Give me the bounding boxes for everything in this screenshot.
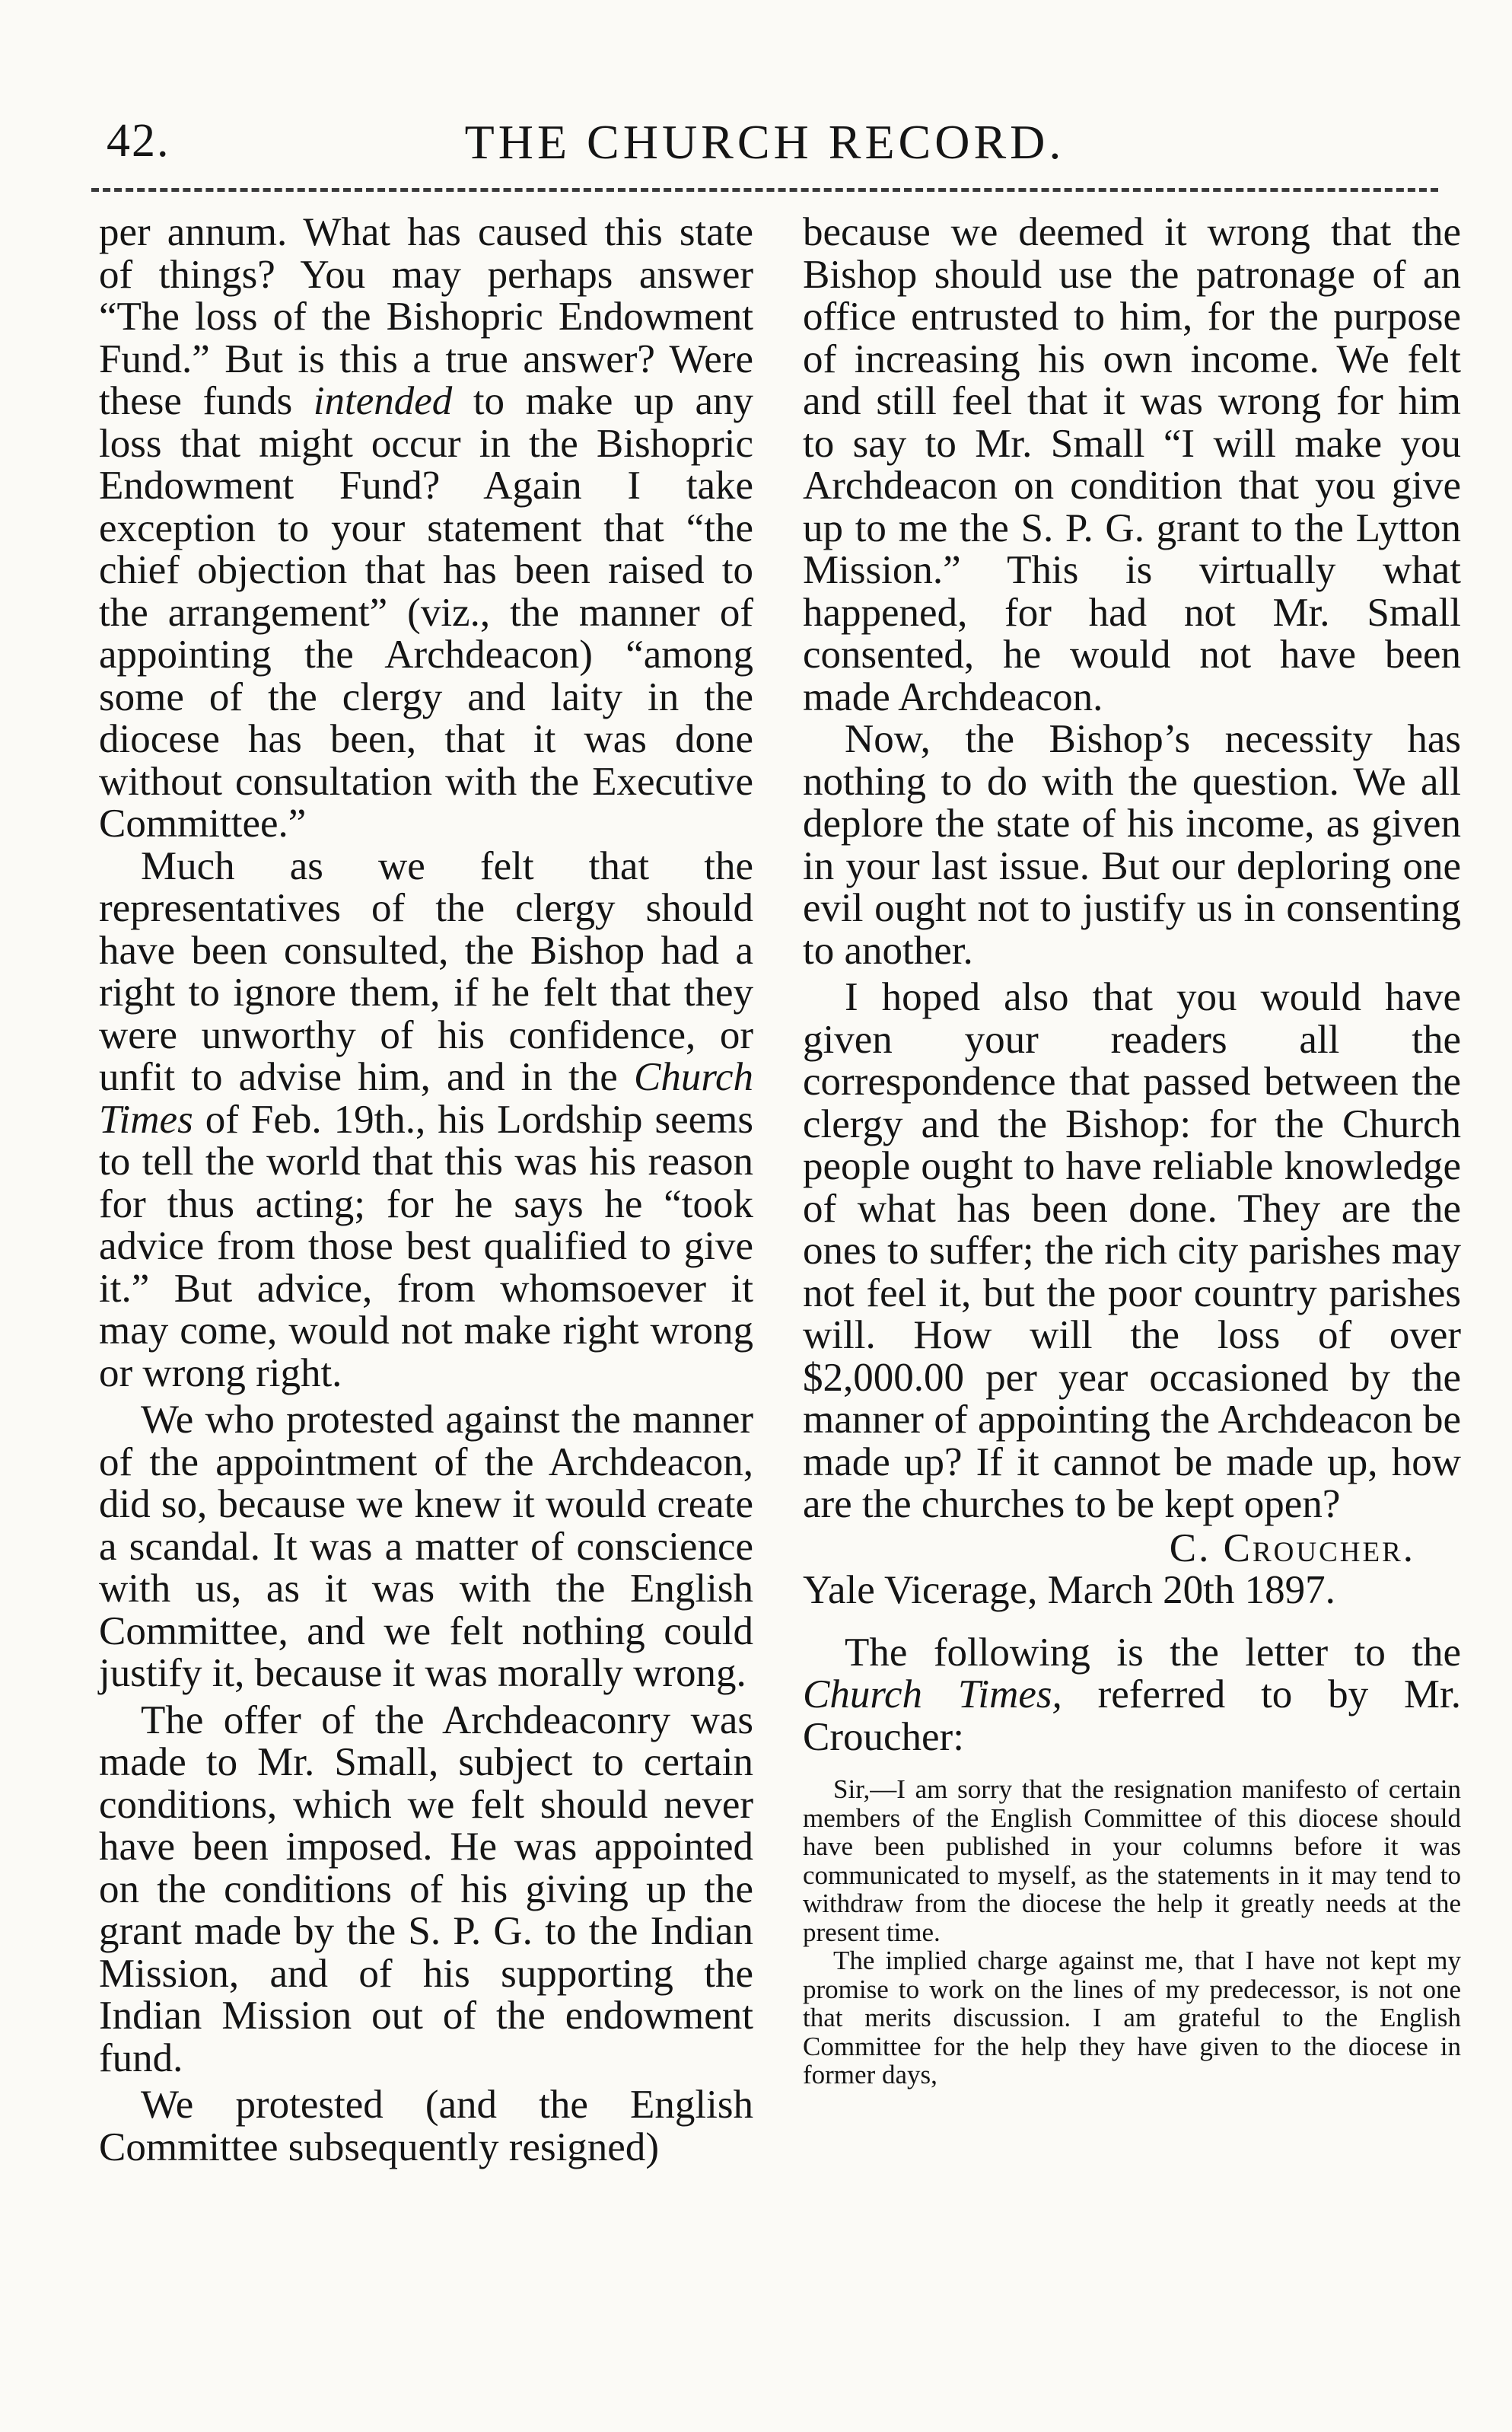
letter-paragraph: The implied charge against me, that I have not kept my promise to work on the lines of my predecessor, is not one that merits discussion. I am grateful to the English Committee for the help they have given to the diocese in former days, [803,1946,1461,2089]
signature: C. Croucher. [1169,1525,1415,1570]
paragraph-text: per annum. What has caused this state of things? You may perhaps answer “The loss of the Bishopric Endowment Fund.” But is this a true answer? Were these funds [99,210,753,423]
paragraph: The offer of the Archdeaconry was made to Mr. Small, subject to certain conditions, which we felt should never have been imposed. He was appointed on the conditions of his giving up the grant made by the S. P. G. to the Indian Mission, and of his supporting the Indian Mission out of the endowment fund. [99,1697,753,2080]
paragraph-text: referred to by Mr. Croucher: [803,1672,1462,1759]
italic-text: Church Times, [803,1672,1062,1716]
letter-paragraph: Sir,—I am sorry that the resignation manifesto of certain members of the English Committee of this diocese should have been published in your columns before it was communicated to myself, as the statements in it may tend to withdraw from the diocese the help it greatly needs at the present time. [803,1774,1461,1947]
paragraph [99,843,754,1395]
paragraph [803,1632,1461,1759]
italic-text: Church Times [99,1055,754,1142]
paragraph-text: of Feb. 19th., his Lordship seems to tell the world that this was his reason for thus acting; for he says he “took advice from those best qualified to give it.” But advice, from whomsoever it may come, would not make right wrong or wrong right. [99,1097,754,1395]
paragraph-text: Much as we felt that the representatives of the clergy should have been consulted, the Bishop had a right to ignore them, if he felt that they were unworthy of his confidence, or unfit to advise him, and in the [99,843,753,1099]
page-number: 42. [107,115,170,167]
quoted-letter [803,1775,1461,2089]
page-header [99,114,1431,190]
paragraph: because we deemed it wrong that the Bishop should use the patronage of an office entrusted to him, for the purpose of increasing his own income. We felt and still feel that it was wrong for him to say to Mr. Small “I will make you Archdeacon on condition that you give up to me the S. P. G. grant to the Lytton Mission.” This is virtually what happened, for had not Mr. Small consented, he would not have been made Archdeacon. [803,210,1461,719]
paragraph [99,212,753,846]
paragraph: Now, the Bishop’s necessity has nothing to do with the question. We all deplore the state of his income, as given in your last issue. But our deploring one evil ought not to justify us in consenting to another. [803,717,1461,973]
paragraph: We who protested against the manner of the appointment of the Archdeacon, did so, because we knew it would create a scandal. It was a matter of conscience with us, as it was with the English Committee, and we felt nothing could justify it, because it was morally wrong. [99,1398,753,1695]
italic-text: intended [313,379,453,423]
running-title: THE CHURCH RECORD. [464,115,1065,169]
paragraph: I hoped also that you would have given your readers all the correspondence that passed between the clergy and the Bishop: for the Church people ought to have reliable knowledge of what has been done. They are the ones to suffer; the rich city parishes may not feel it, but the poor country parishes will. How will the loss of over $2,000.00 per year occasioned by the manner of appointing the Archdeacon be made up? If it cannot be made up, how are the churches to be kept open? [803,975,1461,1526]
place-date: Yale Vicerage, March 20th 1897. [803,1568,1335,1612]
paragraph: We protested (and the English Committee subsequently resigned) [99,2083,753,2169]
right-column [803,212,1461,2089]
header-rule [91,188,1438,192]
left-column [99,212,753,2169]
paragraph-text: to make up any loss that might occur in the Bishopric Endowment Fund? Again I take exception to your statement that “the chief objection that has been raised to the arrangement” (viz., the manner of appointing the Archdeacon) “among some of the clergy and laity in the diocese has been, that it was done without consultation with the Executive Committee.” [99,379,753,846]
paragraph-text: The following is the letter to the [845,1630,1461,1675]
